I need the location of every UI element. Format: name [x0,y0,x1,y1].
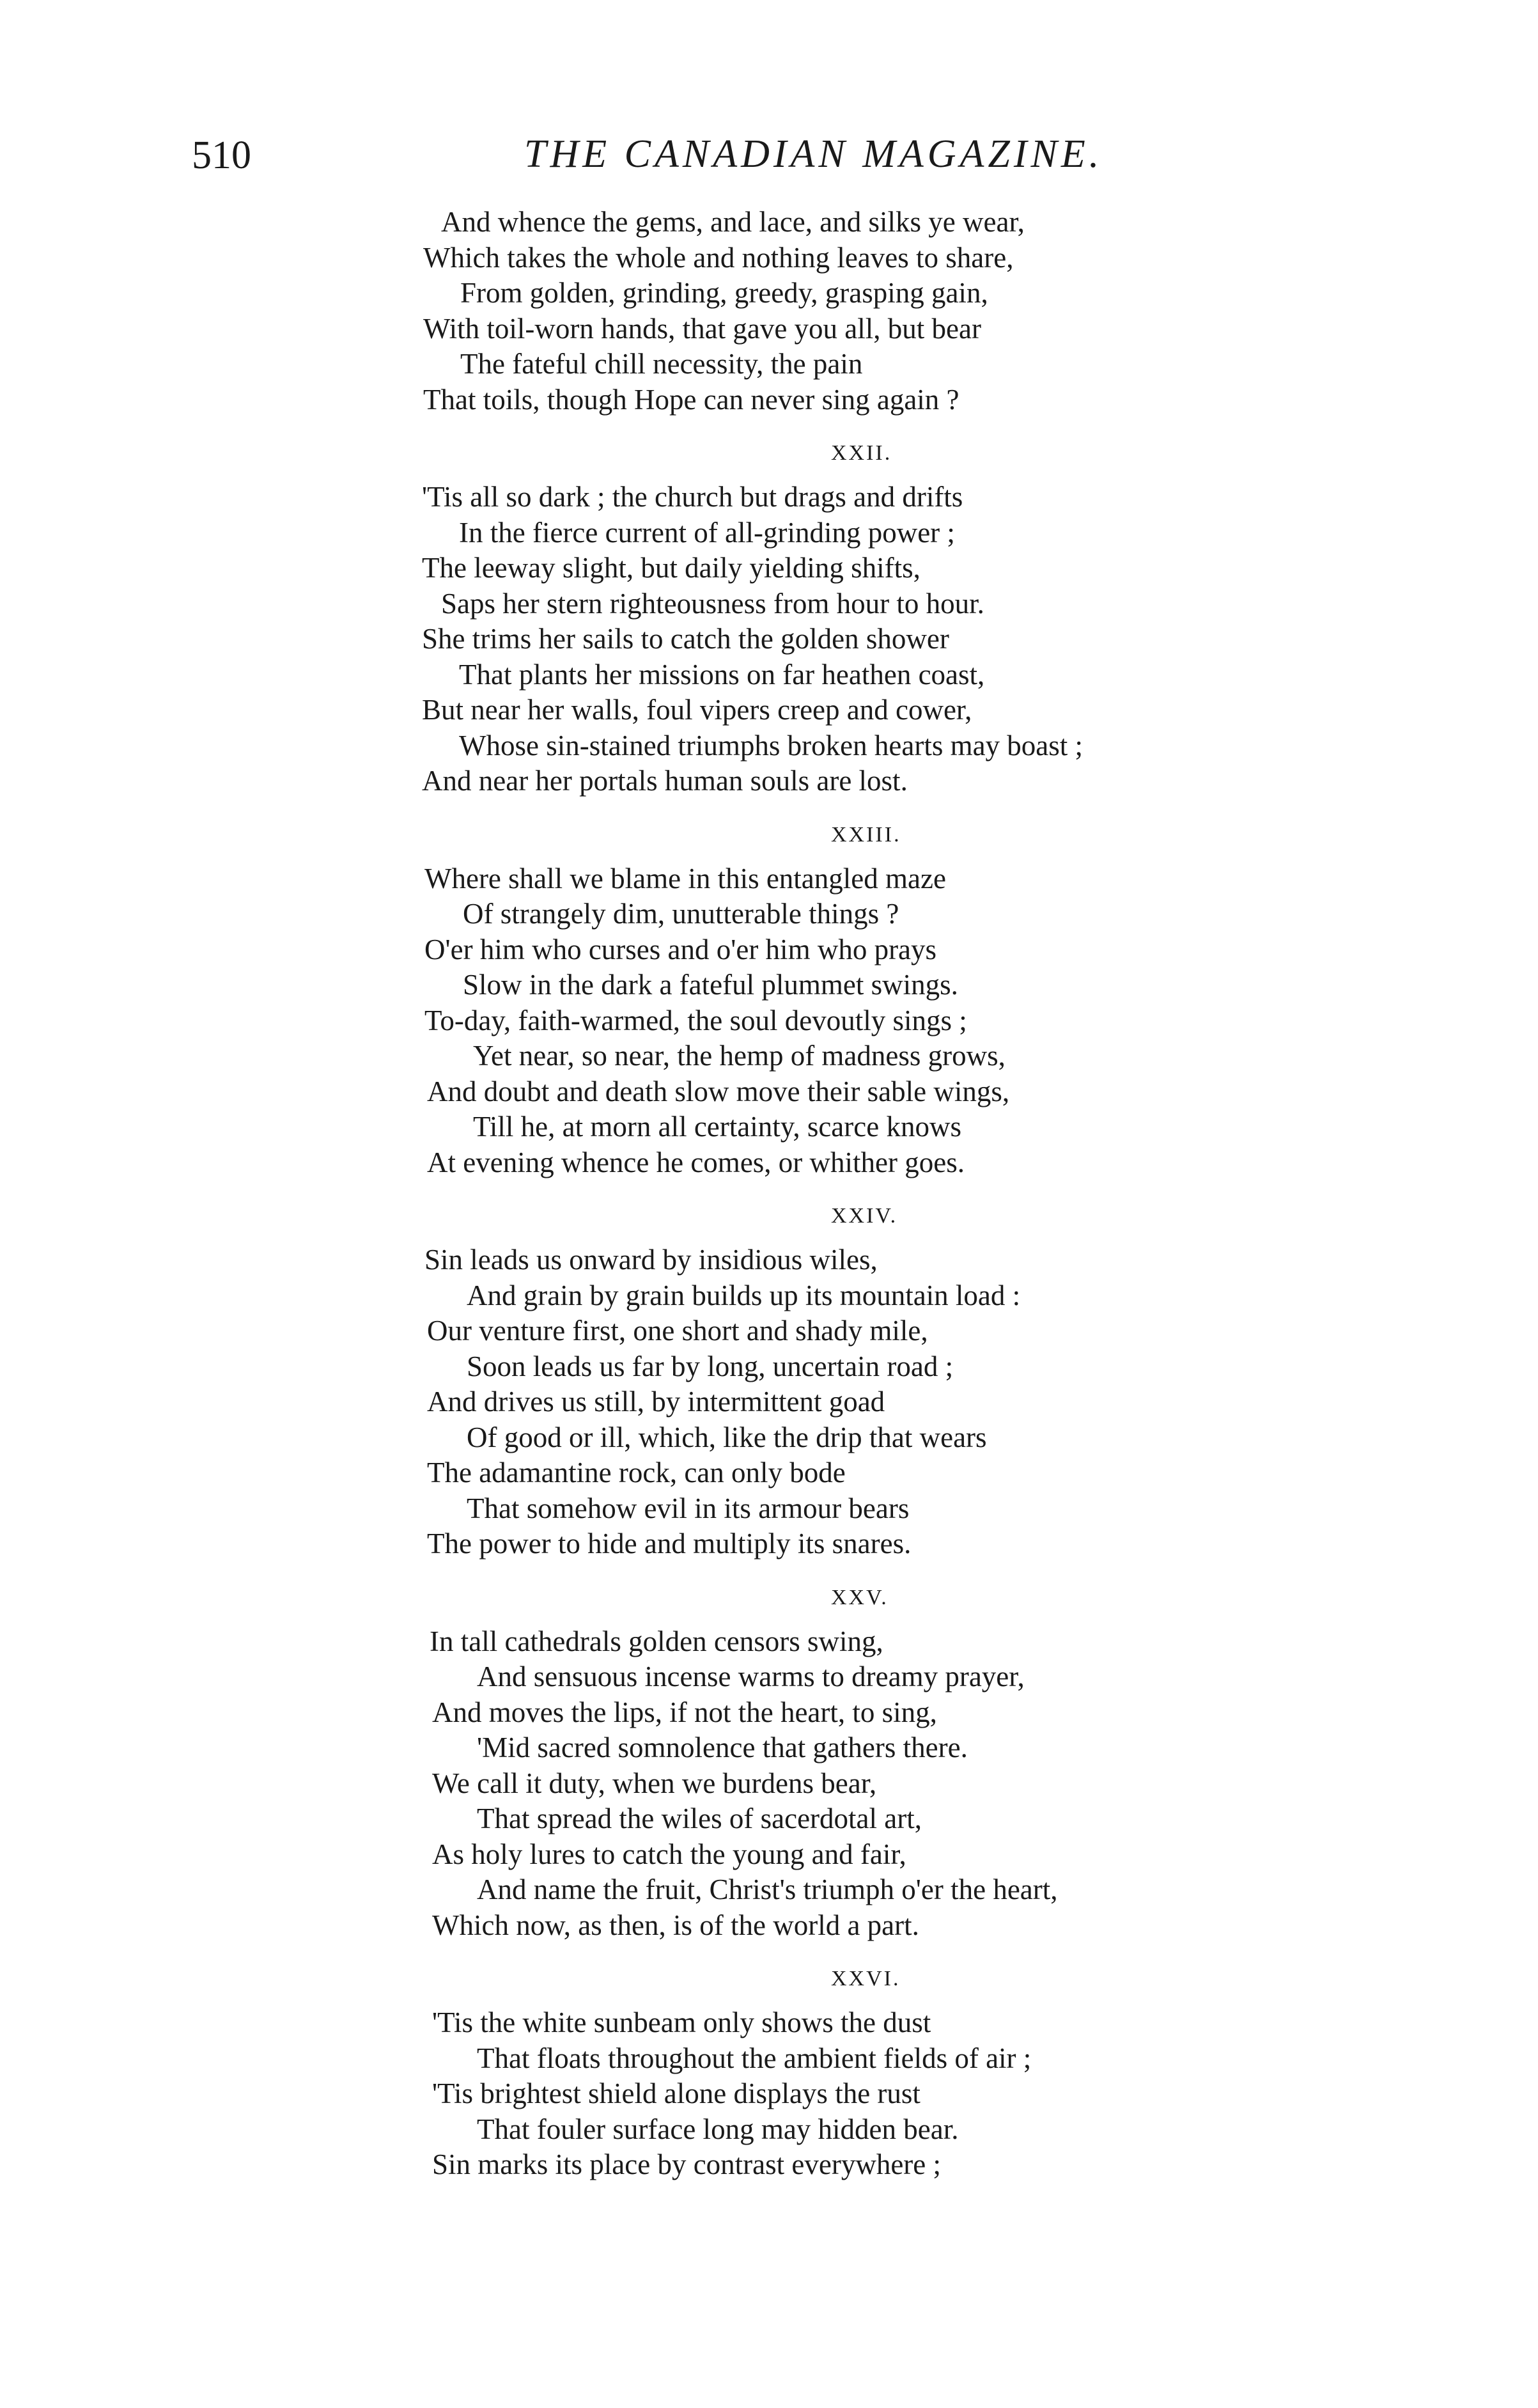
poem-line: And grain by grain builds up its mountain load : [467,1279,1021,1311]
poem-line: And drives us still, by intermittent goad [427,1386,885,1418]
poem-line: And near her portals human souls are lost. [422,765,908,797]
poem-line: Where shall we blame in this entangled maze [424,862,946,895]
poem-line: We call it duty, when we burdens bear, [432,1767,877,1799]
poem-line: From golden, grinding, greedy, grasping gain, [460,277,988,309]
poem-line: 'Mid sacred somnolence that gathers there. [477,1732,968,1763]
poem-line: In the fierce current of all-grinding power ; [459,516,955,549]
poem-line: And doubt and death slow move their sable wings, [427,1075,1010,1107]
stanza-xxv [430,1624,1336,1944]
poem-line: Sin leads us onward by insidious wiles, [424,1244,878,1276]
poem-line: Yet near, so near, the hemp of madness grows, [473,1040,1006,1072]
stanza-xxiv [424,1242,1336,1562]
poem-line: 'Tis brightest shield alone displays the rust [432,2077,920,2109]
poem-line: Which takes the whole and nothing leaves to share, [423,241,1014,274]
poem-line: To-day, faith-warmed, the soul devoutly sings ; [424,1004,967,1036]
poem-line: That somehow evil in its armour bears [467,1492,910,1524]
stanza-numeral: XXVI. [831,1967,901,1990]
page-number: 510 [192,134,251,177]
stanza-numeral: XXII. [831,441,892,465]
stanza-numeral: XXV. [831,1585,889,1609]
poem-line: The adamantine rock, can only bode [427,1457,846,1489]
poem-line: She trims her sails to catch the golden shower [422,623,949,655]
poem-line: Till he, at morn all certainty, scarce knows [473,1111,961,1143]
poem-line: That toils, though Hope can never sing again ? [423,383,959,416]
poem-line: With toil-worn hands, that gave you all, but bear [423,312,981,345]
poem-line: And sensuous incense warms to dreamy prayer, [477,1661,1025,1693]
poem-line: That floats throughout the ambient fields of air ; [477,2042,1032,2074]
poem-line: That plants her missions on far heathen coast, [459,658,985,691]
poem-line: That spread the wiles of sacerdotal art, [477,1802,922,1834]
stanza-numeral: XXIV. [831,1204,898,1228]
poem-line: Which now, as then, is of the world a part. [432,1909,919,1941]
poem-line: Soon leads us far by long, uncertain road ; [467,1350,954,1382]
poem-line: At evening whence he comes, or whither goes. [427,1146,965,1178]
stanza-xxvi [432,2005,1336,2183]
stanza-xxiii [424,861,1336,1181]
poem-line: Saps her stern righteousness from hour to hour. [441,587,984,620]
poem-body [422,205,1336,2183]
poem-line: And moves the lips, if not the heart, to sing, [432,1696,937,1728]
poem-line: O'er him who curses and o'er him who prays [424,933,937,966]
poem-line: Sin marks its place by contrast everywhere ; [432,2148,942,2180]
poem-line: The leeway slight, but daily yielding shifts, [422,552,920,584]
poem-line: The power to hide and multiply its snares. [427,1528,912,1560]
poem-line: In tall cathedrals golden censors swing, [430,1625,883,1657]
poem-line: That fouler surface long may hidden bear. [477,2113,959,2145]
poem-line: Of strangely dim, unutterable things ? [463,898,899,930]
poem-line: And whence the gems, and lace, and silks ye wear, [441,206,1025,238]
poem-line: Of good or ill, which, like the drip that wears [467,1421,987,1453]
stanza-xxi [423,205,1336,418]
stanza-numeral: XXIII. [831,822,901,847]
poem-line: Our venture first, one short and shady mile, [427,1315,928,1347]
poem-line: As holy lures to catch the young and fair, [432,1838,906,1870]
poem-line: Whose sin-stained triumphs broken hearts may boast ; [459,729,1084,762]
running-title: THE CANADIAN MAGAZINE. [524,132,1103,176]
poem-line: 'Tis the white sunbeam only shows the dust [432,2006,931,2038]
poem-line: And name the fruit, Christ's triumph o'er the heart, [477,1873,1058,1905]
poem-line: Slow in the dark a fateful plummet swings. [463,969,958,1001]
poem-line: The fateful chill necessity, the pain [460,348,863,380]
poem-line: But near her walls, foul vipers creep and cower, [422,694,972,726]
poem-line: 'Tis all so dark ; the church but drags and drifts [422,481,963,513]
stanza-xxii [422,480,1336,799]
